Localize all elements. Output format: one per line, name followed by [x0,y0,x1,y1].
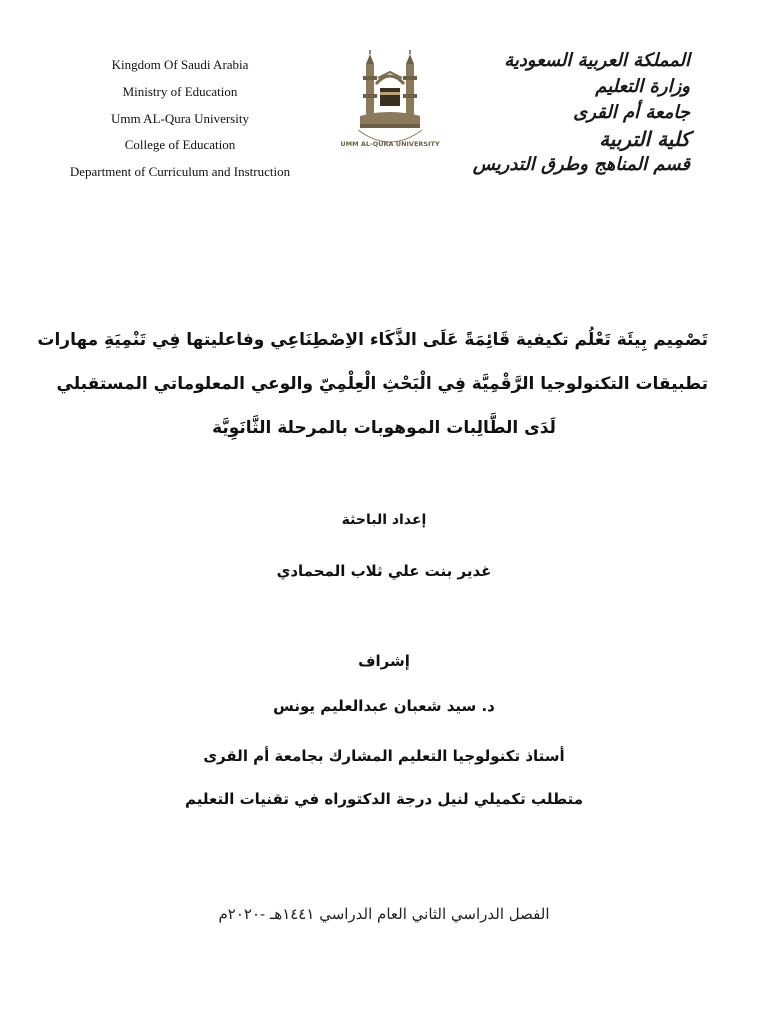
university-logo [340,50,440,156]
english-college-line: College of Education [124,137,236,153]
arabic-college-line: كلية التربية [599,127,690,151]
arabic-university-line: جامعة أم القرى [573,102,690,123]
supervision-label: إشراف [358,652,410,670]
arabic-country-line: المملكة العربية السعودية [504,50,690,71]
degree-requirement: متطلب تكميلي لنيل درجة الدكتوراه في تقنيات التعليم [185,790,583,808]
supervisor-title: أستاذ تكنولوجيا التعليم المشارك بجامعة أم القرى [203,747,565,765]
arabic-ministry-line: وزارة التعليم [595,76,690,97]
semester-line: الفصل الدراسي الثاني العام الدراسي ١٤٤١هـ -٢٠٢٠م [218,905,550,923]
title-line-2: تطبيقات التكنولوجيا الرَّقْمِيَّة فِي الْبَحْثِ الْعِلْمِيّ والوعي المعلوماتي المستقبلي [56,374,708,394]
prepared-by-label: إعداد الباحثة [341,512,427,528]
svg-text:UMM AL-QURA UNIVERSITY: UMM AL-QURA UNIVERSITY [340,140,440,148]
english-institution-block [40,52,320,186]
english-department-line: Department of Curriculum and Instruction [69,164,291,180]
arabic-department-line: قسم المناهج وطرق التدريس [472,154,690,175]
title-line-3: لَدَى الطَّالِبات الموهوبات بالمرحلة الثَّانَوِيَّة [212,418,556,438]
title-line-1: تَصْمِيم بِيئَة تَعْلُم تكيفية قَائِمَةً عَلَى الذَّكَاء الاِصْطِنَاعِي وفاعليتها فِي تَنْمِيَةِ مهارات [37,330,708,350]
english-country-line: Kingdom Of Saudi Arabia [111,57,249,72]
researcher-name: غدير بنت علي ثلاب المحمادي [276,562,492,580]
arabic-institution-block [472,48,690,188]
english-university-line: Umm AL-Qura University [111,110,249,126]
document-header [0,0,768,200]
thesis-title [37,318,708,450]
english-ministry-line: Ministry of Education [122,83,238,99]
supervisor-name: د. سيد شعبان عبدالعليم يونس [273,697,495,715]
